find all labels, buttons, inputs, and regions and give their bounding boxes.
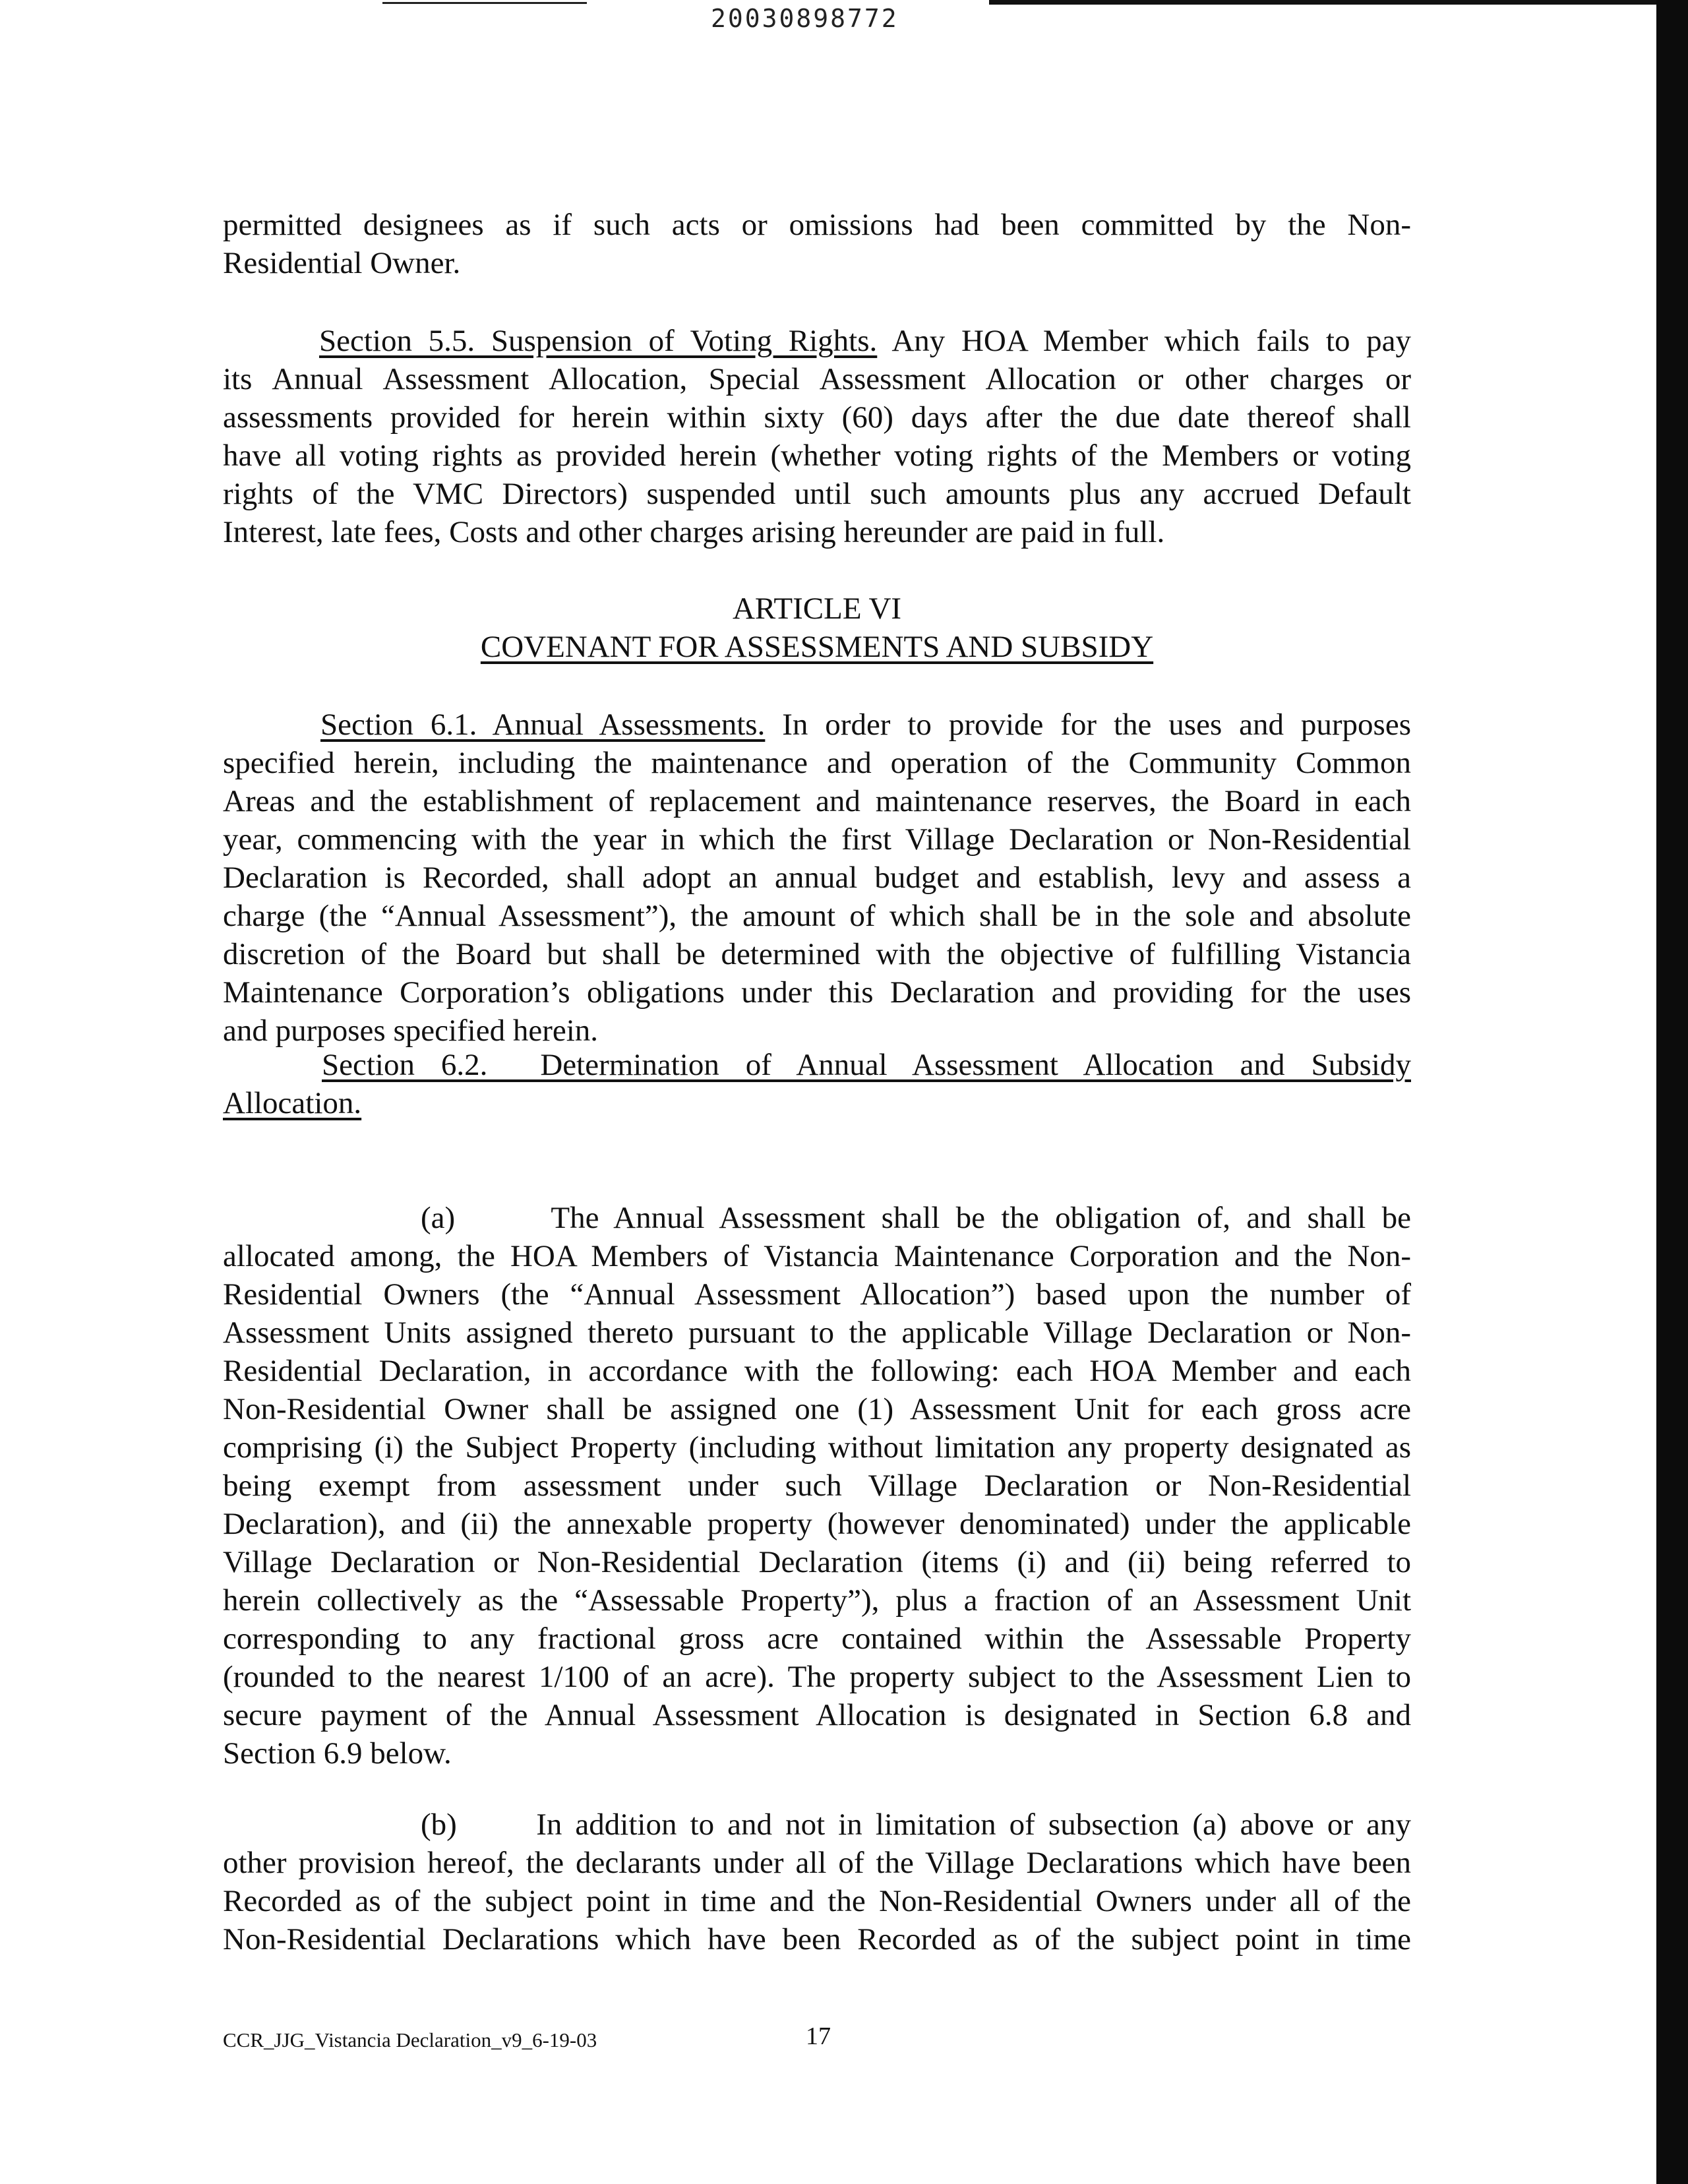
section-heading: Section 6.1. Annual Assessments. bbox=[320, 708, 766, 742]
document-number: 20030898772 bbox=[711, 4, 899, 33]
text-line: Village Declaration or Non-Residential Declaration (items (i) and (ii) being referred to bbox=[223, 1545, 1411, 1579]
text-line: its Annual Assessment Allocation, Special Assessment Allocation or other charges or bbox=[223, 362, 1411, 396]
section-heading-line bbox=[223, 322, 1411, 360]
footer-file-name: CCR_JJG_Vistancia Declaration_v9_6-19-03 bbox=[223, 2028, 597, 2051]
text-line: other provision hereof, the declarants under all of the Village Declarations which have been bbox=[223, 1846, 1411, 1880]
text-line: herein collectively as the “Assessable Property”), plus a fraction of an Assessment Unit bbox=[223, 1583, 1411, 1618]
scan-edge-shadow bbox=[1656, 0, 1688, 2184]
text-line: Assessment Units assigned thereto pursuant to the applicable Village Declaration or Non- bbox=[223, 1316, 1411, 1350]
article-number: ARTICLE VI bbox=[732, 592, 902, 626]
text-line: (rounded to the nearest 1/100 of an acre). The property subject to the Assessment Lien to bbox=[223, 1660, 1411, 1694]
text-line: permitted designees as if such acts or omissions had been committed by the Non- bbox=[223, 208, 1411, 242]
section-heading-cont bbox=[223, 1084, 1411, 1122]
text-line: discretion of the Board but shall be determined with the objective of fulfilling Vistancia bbox=[223, 937, 1411, 971]
top-rule-right bbox=[989, 0, 1688, 5]
text-line: Declaration is Recorded, shall adopt an annual budget and establish, levy and assess a bbox=[223, 861, 1411, 895]
text-line: assessments provided for herein within sixty (60) days after the due date thereof shall bbox=[223, 400, 1411, 435]
text-line: comprising (i) the Subject Property (including without limitation any property designated as bbox=[223, 1430, 1411, 1465]
text-line: Section 6.9 below. bbox=[223, 1736, 452, 1771]
text-line: Recorded as of the subject point in time and the Non-Residential Owners under all of the bbox=[223, 1884, 1411, 1918]
text-line: charge (the “Annual Assessment”), the amount of which shall be in the sole and absolute bbox=[223, 899, 1411, 933]
section-6-1 bbox=[223, 706, 1411, 1050]
text-line: Non-Residential Owner shall be assigned one (1) Assessment Unit for each gross acre bbox=[223, 1392, 1411, 1426]
text-line: Declaration), and (ii) the annexable property (however denominated) under the applicable bbox=[223, 1507, 1411, 1541]
text-line: In order to provide for the uses and purposes bbox=[765, 708, 1412, 742]
text-line: Residential Owner. bbox=[223, 246, 461, 280]
section-heading: Section 5.5. Suspension of Voting Rights. bbox=[319, 324, 878, 358]
text-line: (b) In addition to and not in limitation of subsection (a) above or any bbox=[421, 1807, 1411, 1842]
section-heading: Section 6.2. Determination of Annual Assessment Allocation and Subsidy bbox=[322, 1048, 1411, 1082]
text-line: being exempt from assessment under such Village Declaration or Non-Residential bbox=[223, 1469, 1411, 1503]
section-heading: Allocation. bbox=[223, 1086, 362, 1120]
text-line: Any HOA Member which fails to pay bbox=[877, 324, 1411, 358]
continuation-paragraph bbox=[223, 206, 1411, 282]
section-6-2-heading bbox=[223, 1046, 1411, 1122]
text-line: Residential Owners (the “Annual Assessment Allocation”) based upon the number of bbox=[223, 1277, 1411, 1312]
paragraph-b bbox=[223, 1805, 1411, 1958]
text-line: and purposes specified herein. bbox=[223, 1014, 599, 1048]
section-heading-line bbox=[223, 706, 1411, 744]
text-line: Non-Residential Declarations which have been Recorded as of the subject point in time bbox=[223, 1922, 1411, 1957]
page-number: 17 bbox=[806, 2022, 831, 2050]
text-line: (a) The Annual Assessment shall be the obligation of, and shall be bbox=[421, 1201, 1411, 1235]
text-line: Residential Declaration, in accordance with the following: each HOA Member and each bbox=[223, 1354, 1411, 1388]
text-line: secure payment of the Annual Assessment Allocation is designated in Section 6.8 and bbox=[223, 1698, 1411, 1732]
section-5-5 bbox=[223, 322, 1411, 551]
text-line: rights of the VMC Directors) suspended until such amounts plus any accrued Default bbox=[223, 477, 1411, 511]
top-rule-left bbox=[382, 2, 587, 4]
text-line: specified herein, including the maintenance and operation of the Community Common bbox=[223, 746, 1411, 780]
article-title: COVENANT FOR ASSESSMENTS AND SUBSIDY bbox=[480, 630, 1154, 664]
text-line: have all voting rights as provided herein (whether voting rights of the Members or voting bbox=[223, 439, 1411, 473]
text-line: year, commencing with the year in which the first Village Declaration or Non-Residential bbox=[223, 822, 1411, 857]
text-line: Interest, late fees, Costs and other charges arising hereunder are paid in full. bbox=[223, 515, 1165, 549]
text-line: corresponding to any fractional gross acre contained within the Assessable Property bbox=[223, 1622, 1411, 1656]
text-line: Areas and the establishment of replacement and maintenance reserves, the Board in each bbox=[223, 784, 1411, 818]
paragraph-a bbox=[223, 1199, 1411, 1773]
text-line: allocated among, the HOA Members of Vistancia Maintenance Corporation and the Non- bbox=[223, 1239, 1411, 1273]
text-line: Maintenance Corporation’s obligations under this Declaration and providing for the uses bbox=[223, 975, 1411, 1010]
